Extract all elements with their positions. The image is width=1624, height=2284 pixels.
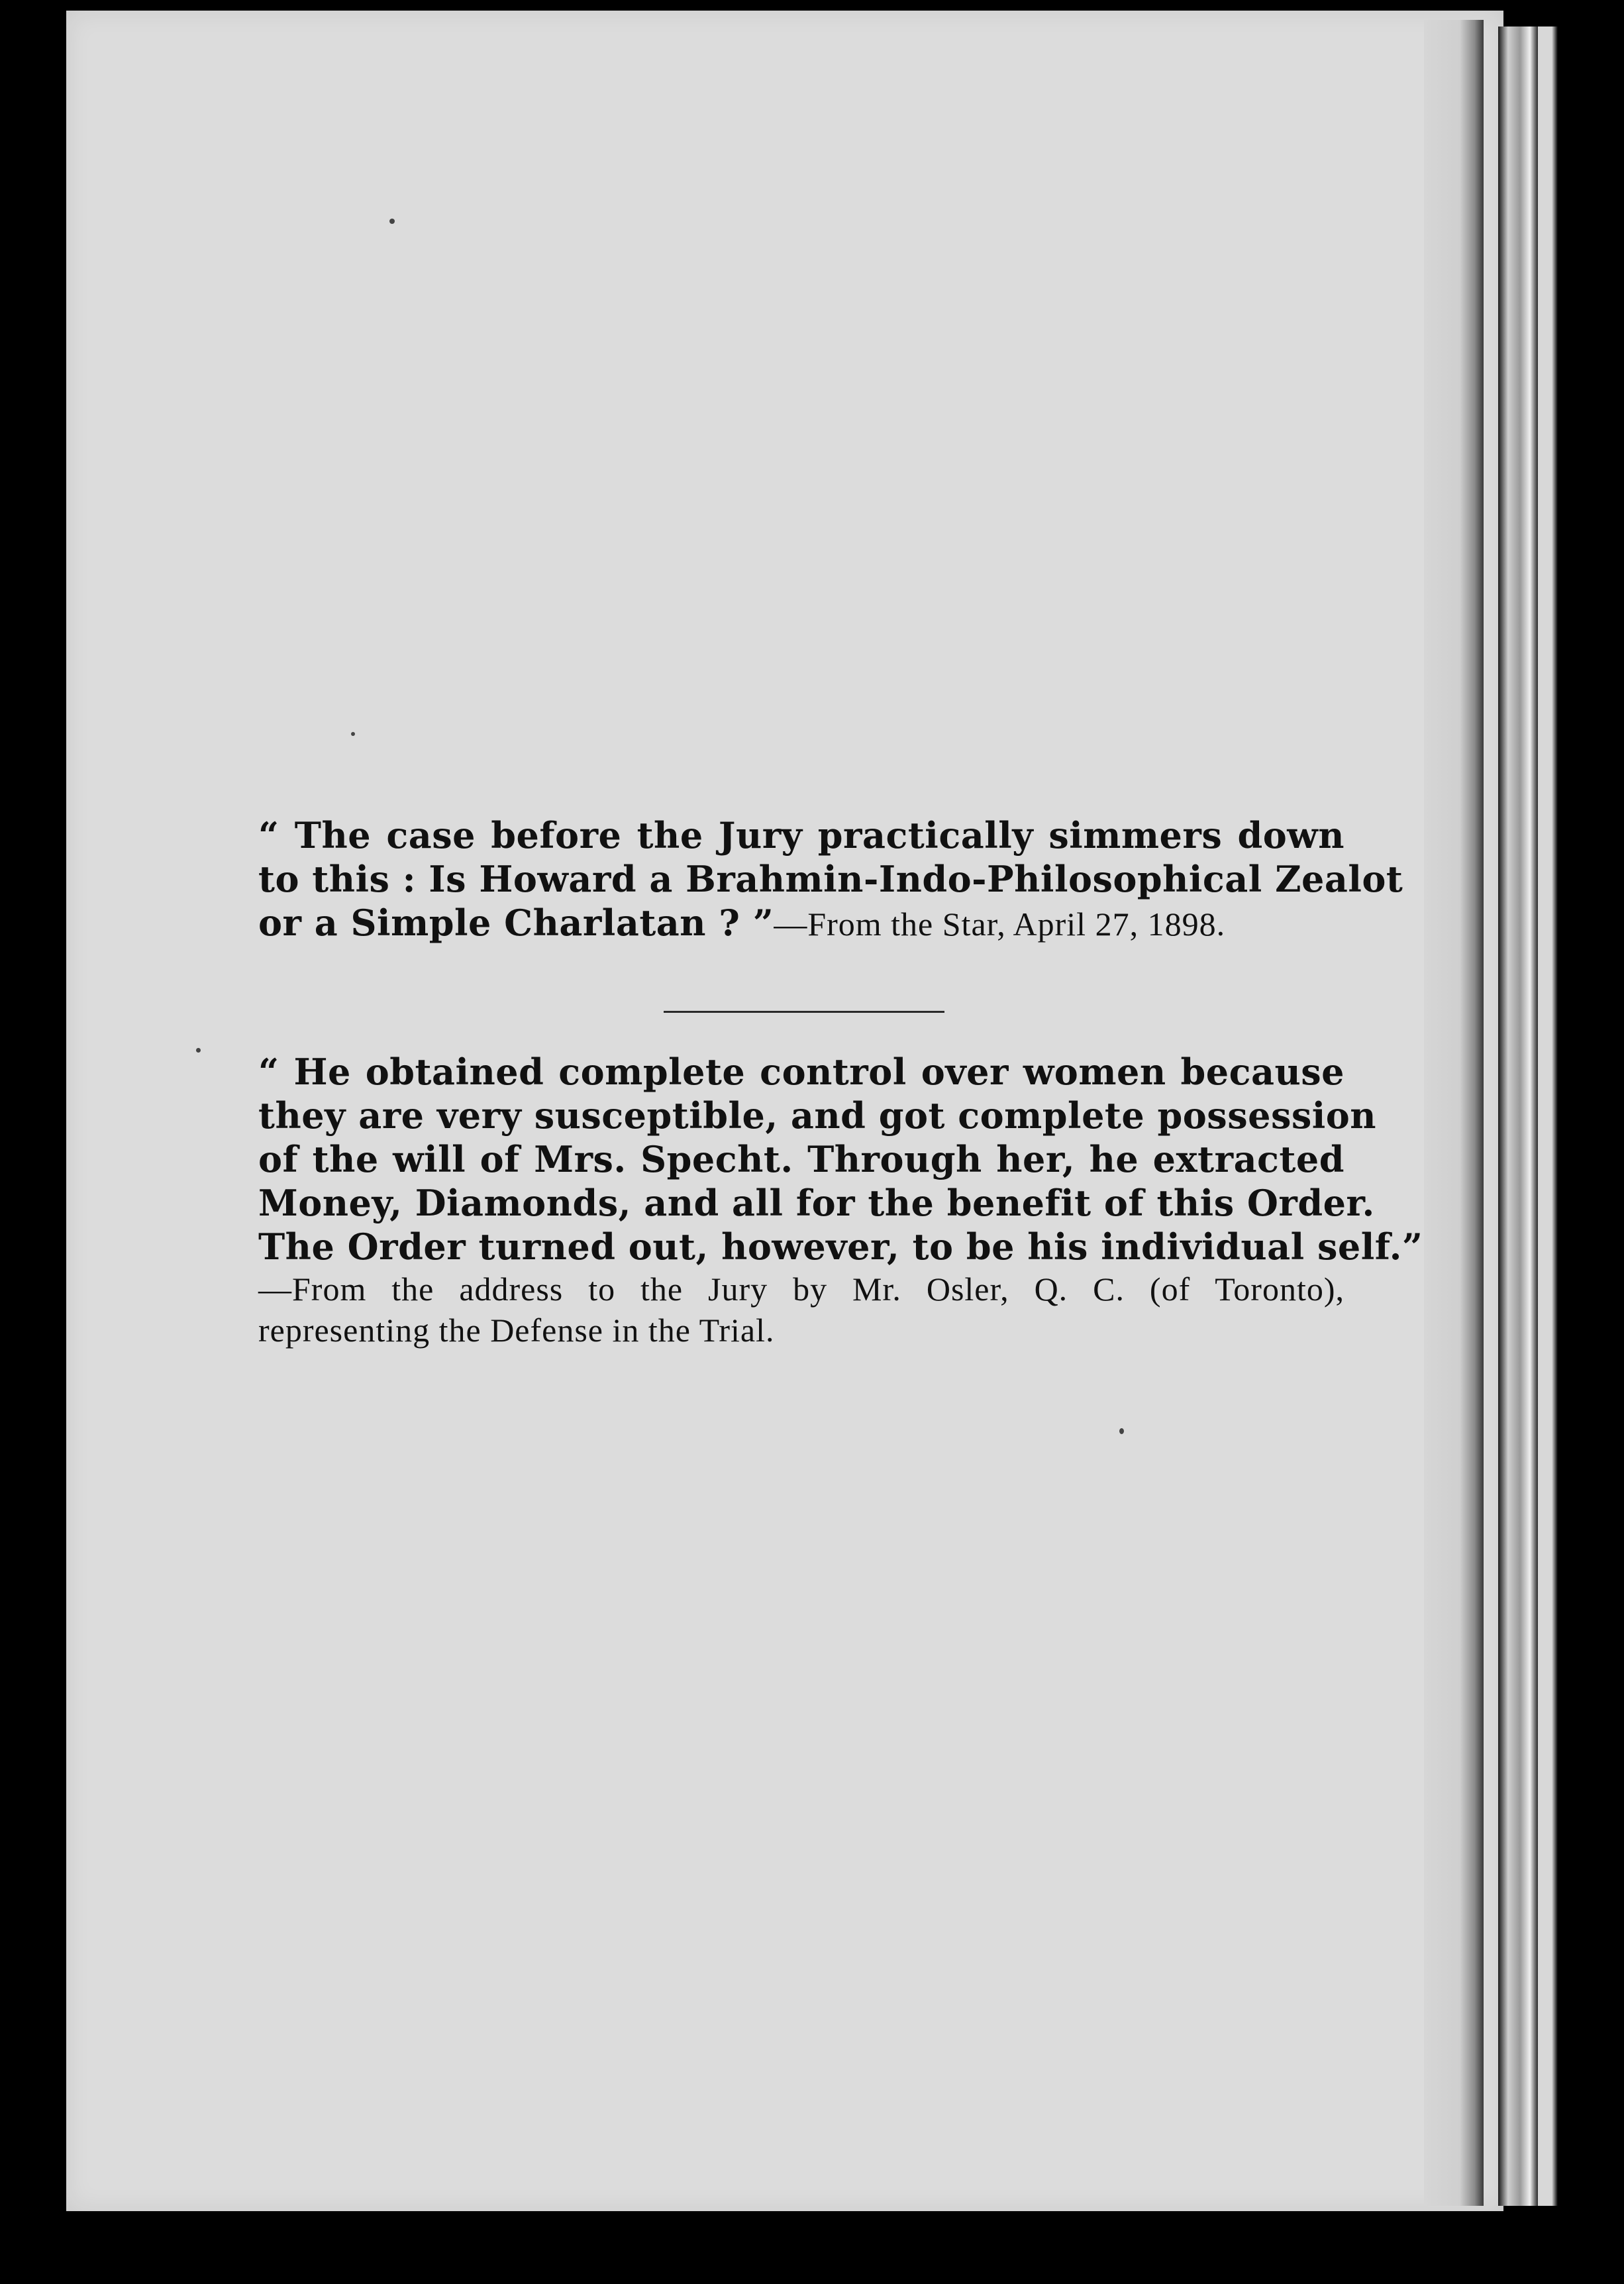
- quote-line: Money, Diamonds, and all for the benefit of this Order.: [258, 1182, 1375, 1224]
- quote-line: they are very susceptible, and got complete possession: [258, 1094, 1377, 1137]
- paper-speck: [1119, 1428, 1124, 1434]
- quote-line: [258, 901, 1345, 946]
- book-spine: [1498, 26, 1538, 2206]
- page-fold-shadow: [1424, 20, 1484, 2206]
- quote-line: of the will of Mrs. Specht. Through her, he extracted: [258, 1138, 1345, 1180]
- paper-speck: [351, 732, 355, 736]
- page-edge: [1538, 26, 1558, 2206]
- quote-star-article: [258, 813, 1403, 946]
- quote-source: —From the address to the Jury by Mr. Osler, Q. C. (of Toronto),: [258, 1271, 1345, 1308]
- quote-line: to this : Is Howard a Brahmin-Indo-Philosophical Zealot: [258, 858, 1403, 900]
- quote-source: representing the Defense in the Trial.: [258, 1312, 775, 1349]
- quote-line: “ He obtained complete control over women because: [258, 1051, 1345, 1093]
- paper-speck: [389, 219, 395, 224]
- quote-line: “ The case before the Jury practically simmers down: [258, 814, 1345, 856]
- quote-source: —From the Star, April 27, 1898.: [774, 906, 1226, 943]
- paper-speck: [196, 1048, 201, 1053]
- quote-line: The Order turned out, however, to be his individual self.”: [258, 1225, 1423, 1268]
- section-divider: [664, 1011, 944, 1013]
- quote-osler-address: [258, 1050, 1423, 1351]
- quote-closing-text: or a Simple Charlatan ? ”: [258, 902, 774, 944]
